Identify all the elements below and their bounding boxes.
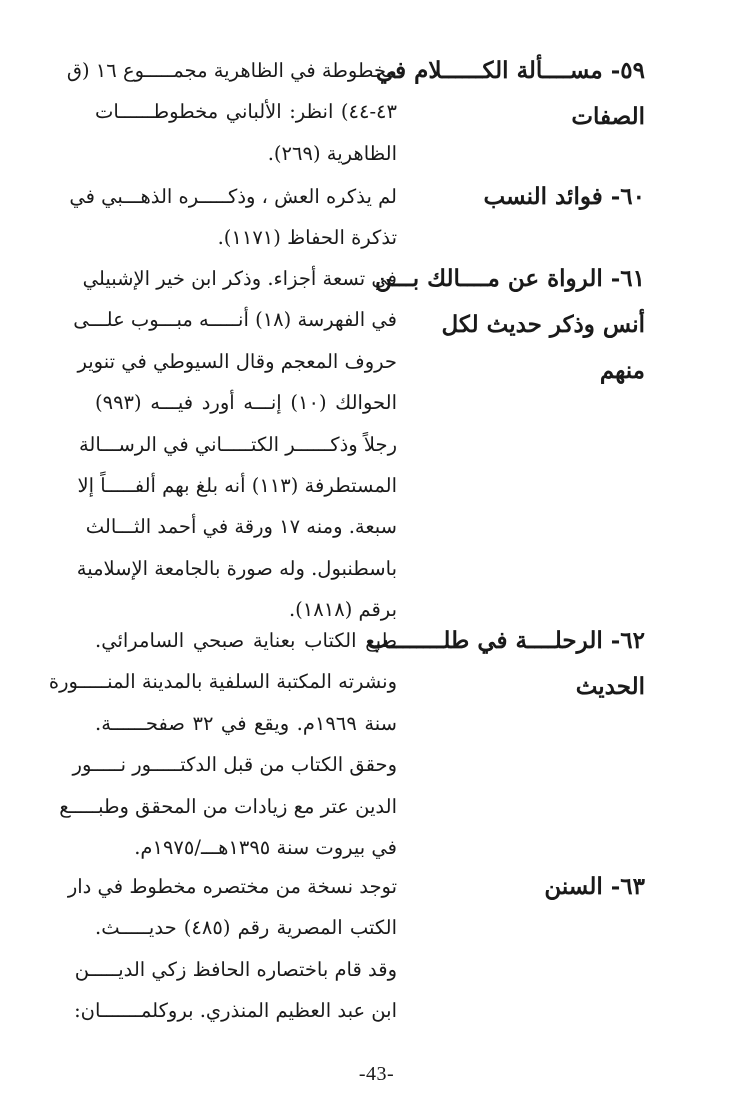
entry-title [366, 618, 645, 710]
body-line: وقد قام باختصاره الحافظ زكي الديـــــن [74, 957, 397, 981]
body-line: لم يذكره العش ، وذكـــــره الذهـــبي في [69, 185, 397, 208]
title-line: ٦٣- السنن [544, 873, 645, 900]
title-line: ٥٩- مســــألة الكــــــلام في [375, 57, 645, 84]
page-number: -43- [358, 1063, 395, 1085]
entry-body [73, 258, 397, 631]
body-line: الحوالك (١٠) إنـــه أورد فيـــه (٩٩٣) [95, 391, 397, 415]
entry-title [425, 864, 645, 910]
title-line: الصفات [571, 103, 645, 130]
entry-title [375, 48, 645, 140]
body-line: الدين عتر مع زيادات من المحقق وطبـــــع [59, 794, 397, 818]
entry-title [425, 174, 645, 220]
body-line: ابن عبد العظيم المنذري. بروكلمـــــــان: [74, 999, 397, 1023]
body-line: المستطرفة (١١٣) أنه بلغ بهم ألفـــــاً إلا [77, 473, 397, 497]
body-line: حروف المعجم وقال السيوطي في تنوير [77, 349, 397, 373]
body-line: باسطنبول. وله صورة بالجامعة الإسلامية [76, 556, 397, 580]
body-line: سنة ١٩٦٩م. ويقع في ٣٢ صفحــــــة. [95, 711, 398, 735]
body-line: تذكرة الحفاظ (١١٧١). [217, 226, 397, 250]
body-line: ٤٣-٤٤) انظر: الألباني مخطوطــــــات [95, 100, 397, 124]
body-line: برقم (١٨١٨). [288, 598, 397, 622]
body-line: في الفهرسة (١٨) أنـــــه مبـــوب علـــى [73, 308, 397, 332]
body-line: مخطوطة في الظاهرية مجمـــــوع ١٦ (ق [66, 59, 397, 82]
title-line: ٦٢- الرحلــــة في طلــــــــب [366, 627, 645, 654]
entry-body [66, 50, 397, 174]
entry-body [67, 866, 397, 1032]
entry-body [69, 176, 397, 259]
body-line: في تسعة أجزاء. وذكر ابن خير الإشبيلي [82, 267, 397, 290]
body-line: ونشرته المكتبة السلفية بالمدينة المنـــــورة [48, 670, 397, 694]
body-line: سبعة. ومنه ١٧ ورقة في أحمد الثـــالث [85, 515, 397, 539]
body-line: في بيروت سنة ١٣٩٥هـــ/١٩٧٥م. [134, 835, 397, 859]
title-line: أنس وذكر حديث لكل [441, 311, 645, 338]
title-line: ٦١- الرواة عن مــــالك بـــن [375, 265, 645, 292]
body-line: طبع الكتاب بعناية صبحي السامرائي. [95, 629, 397, 652]
entry-title [375, 256, 645, 394]
body-line: توجد نسخة من مختصره مخطوط في دار [67, 875, 397, 898]
body-line: الكتب المصرية رقم (٤٨٥) حديـــــث. [95, 916, 397, 940]
title-line: منهم [599, 357, 645, 384]
entry-body [48, 620, 398, 868]
title-line: ٦٠- فوائد النسب [483, 183, 645, 210]
body-line: وحقق الكتاب من قبل الدكتـــــور نـــــور [72, 753, 397, 777]
body-line: الظاهرية (٢٦٩). [267, 141, 397, 165]
body-line: رجلاً وذكــــــر الكتـــــاني في الرســـالة [78, 432, 397, 456]
title-line: الحديث [575, 673, 645, 700]
